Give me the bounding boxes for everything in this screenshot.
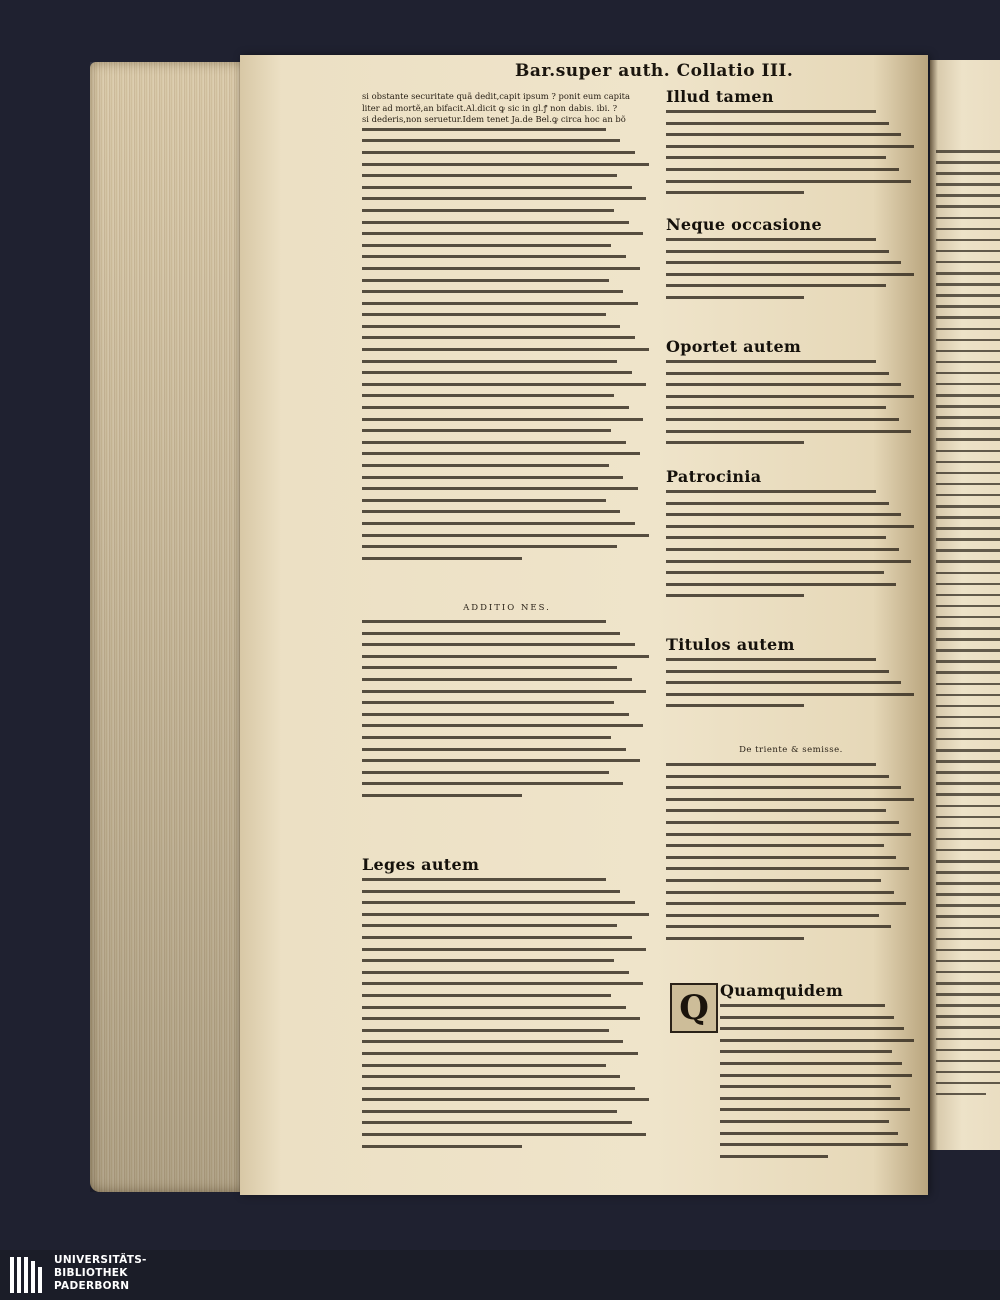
text-line-mark (666, 133, 901, 136)
text-line-mark (666, 658, 876, 661)
text-line-mark (362, 522, 635, 525)
right-column-text-block-3 (666, 360, 916, 444)
initial-letter: Q (679, 988, 709, 1028)
text-line-mark (666, 536, 886, 539)
text-line-mark (936, 982, 1000, 985)
text-line-mark (936, 716, 1000, 719)
text-line-mark (666, 583, 896, 586)
text-line-mark (936, 705, 1000, 708)
running-head: Bar.super auth. Collatio III. (515, 61, 794, 81)
text-line-mark (666, 296, 804, 299)
text-line-mark (936, 616, 1000, 619)
library-logo-text (54, 1254, 147, 1293)
text-line-mark (936, 971, 1000, 974)
text-line-mark (720, 1108, 910, 1111)
text-line-mark (936, 261, 1000, 264)
text-line-mark (362, 1098, 649, 1101)
text-line-mark (362, 690, 646, 693)
text-line-mark (936, 572, 1000, 575)
text-line-mark (362, 151, 635, 154)
text-line-mark (362, 325, 620, 328)
left-column-leges (362, 855, 652, 1156)
text-line-mark (936, 1071, 1000, 1074)
right-column-1 (666, 87, 916, 203)
text-line-mark (936, 405, 1000, 408)
book-page (240, 55, 928, 1195)
text-line-mark (362, 232, 643, 235)
text-line-mark (362, 197, 646, 200)
text-line-mark (666, 833, 911, 836)
text-line-mark (666, 261, 901, 264)
text-line-mark (936, 993, 1000, 996)
right-column-3 (666, 337, 916, 453)
text-line-mark (936, 228, 1000, 231)
text-line-mark (362, 736, 611, 739)
text-line-mark (666, 490, 876, 493)
text-line-mark (362, 643, 635, 646)
text-line-mark (936, 1004, 1000, 1007)
text-line-mark (362, 678, 632, 681)
text-line-mark (666, 914, 879, 917)
text-line-mark (362, 936, 632, 939)
text-line-mark (936, 150, 1000, 153)
text-line-mark (666, 856, 896, 859)
text-line-mark (362, 290, 623, 293)
text-line-mark (362, 336, 635, 339)
text-line-mark (936, 217, 1000, 220)
right-column-2 (666, 215, 916, 308)
text-line-mark (362, 1006, 626, 1009)
text-line-mark (936, 316, 1000, 319)
left-column-text-block-2 (362, 620, 652, 797)
left-column (362, 91, 652, 568)
text-line-mark (936, 516, 1000, 519)
text-line-mark (362, 510, 620, 513)
text-line-mark (720, 1074, 912, 1077)
text-line-mark (936, 782, 1000, 785)
right-column-5 (666, 635, 916, 716)
text-line-mark (936, 1026, 1000, 1029)
text-line-mark (362, 452, 640, 455)
text-line-mark (362, 383, 646, 386)
logo-line: UNIVERSITÄTS- (54, 1254, 147, 1266)
text-line-mark (936, 838, 1000, 841)
text-line-mark (936, 194, 1000, 197)
text-line-mark (936, 161, 1000, 164)
text-line-mark (362, 748, 626, 751)
text-line-mark (666, 809, 886, 812)
text-line-mark (936, 727, 1000, 730)
text-line-mark (362, 221, 629, 224)
text-line-mark (936, 461, 1000, 464)
text-line-mark (362, 557, 522, 560)
text-line-mark (362, 313, 606, 316)
footer-bar (0, 1250, 1000, 1300)
left-column-text-block-1 (362, 128, 652, 560)
text-line-mark (720, 1027, 904, 1030)
text-line-mark (720, 1050, 892, 1053)
text-line: si obstante securitate quã dedit,capit ipsum ? ponit eum capita (362, 91, 631, 101)
right-column-text-block-1 (666, 110, 916, 194)
text-line-mark (936, 882, 1000, 885)
text-line-mark (362, 1145, 522, 1148)
text-line-mark (666, 775, 889, 778)
right-column-text-block-4 (666, 490, 916, 597)
text-line-mark (720, 1120, 889, 1123)
text-line-mark (666, 418, 899, 421)
text-line-mark (362, 464, 609, 467)
rubric-quamquidem: Quamquidem (720, 981, 844, 1000)
text-line-mark (362, 499, 606, 502)
text-line-mark (362, 1052, 638, 1055)
text-line-mark (936, 483, 1000, 486)
text-line-mark (666, 681, 901, 684)
text-line-mark (362, 1110, 617, 1113)
text-line-mark (936, 938, 1000, 941)
subheading-de-triente: De triente & semisse. (739, 745, 843, 755)
rubric-patrocinia: Patrocinia (666, 467, 762, 486)
text-line-mark (936, 594, 1000, 597)
text-line-mark (362, 724, 643, 727)
text-line-mark (362, 139, 620, 142)
text-line-mark (936, 339, 1000, 342)
text-line-mark (936, 294, 1000, 297)
text-line-mark (362, 534, 649, 537)
text-line-mark (362, 655, 649, 658)
text-line-mark (362, 394, 614, 397)
text-line-mark (362, 913, 649, 916)
left-column-additio (362, 603, 652, 806)
text-line-mark (666, 238, 876, 241)
text-line-mark (362, 128, 606, 131)
text-line-mark (936, 583, 1000, 586)
text-line-mark (362, 371, 632, 374)
rubric-titulos-autem: Titulos autem (666, 635, 795, 654)
text-line-mark (362, 924, 617, 927)
text-line-mark (720, 1097, 900, 1100)
text-line-mark (936, 305, 1000, 308)
text-line-mark (666, 879, 881, 882)
text-line-mark (720, 1004, 885, 1007)
text-line-mark (666, 670, 889, 673)
text-line-mark (666, 110, 876, 113)
text-line-mark (936, 1038, 1000, 1041)
text-line-mark (720, 1085, 891, 1088)
right-column-6 (666, 745, 916, 949)
text-line-mark (936, 1093, 986, 1096)
text-line-mark (666, 821, 899, 824)
text-line-mark (362, 1133, 646, 1136)
text-line-mark (362, 360, 617, 363)
text-line-mark (362, 959, 614, 962)
text-line-mark (936, 627, 1000, 630)
text-line-mark (936, 1015, 1000, 1018)
text-line-mark (936, 172, 1000, 175)
text-line-mark (666, 902, 906, 905)
text-line: si dederis,non seruetur.Idem tenet Ja.de Bel.ꝙ circa hoc an bõ (362, 114, 626, 125)
text-line-mark (936, 893, 1000, 896)
text-line-mark (936, 394, 1000, 397)
text-line-mark (936, 438, 1000, 441)
text-line-mark (720, 1062, 902, 1065)
text-line-mark (720, 1143, 908, 1146)
text-line-mark (362, 348, 649, 351)
text-line-mark (936, 660, 1000, 663)
text-line-mark (720, 1155, 828, 1158)
rubric-leges-autem: Leges autem (362, 855, 480, 874)
text-line-mark (936, 1049, 1000, 1052)
text-line-mark (362, 429, 611, 432)
text-line-mark (362, 174, 617, 177)
text-line-mark (666, 704, 804, 707)
right-column-text-block-6 (666, 763, 916, 940)
text-line-mark (362, 476, 623, 479)
text-line-mark (936, 427, 1000, 430)
text-line-mark (936, 694, 1000, 697)
text-line-mark (666, 168, 899, 171)
text-line-mark (362, 971, 629, 974)
text-line-mark (362, 759, 640, 762)
text-line-mark (362, 713, 629, 716)
text-line-mark (666, 383, 901, 386)
text-line-mark (936, 283, 1000, 286)
library-logo-icon (8, 1255, 48, 1295)
text-line-mark (936, 605, 1000, 608)
text-line-mark (936, 416, 1000, 419)
text-line-mark (666, 191, 804, 194)
text-line-mark (936, 328, 1000, 331)
text-line-mark (362, 302, 638, 305)
text-line-mark (666, 145, 914, 148)
text-line-mark (936, 350, 1000, 353)
text-line: liter ad mortẽ,an bifacit.Al.dicit ꝙ sic in gl.ꝭ non dabis. ibi. ? (362, 102, 618, 113)
text-line-mark (362, 632, 620, 635)
text-line-mark (936, 927, 1000, 930)
right-column-text-block-5 (666, 658, 916, 707)
text-line-mark (666, 693, 914, 696)
rubric-oportet-autem: Oportet autem (666, 337, 802, 356)
text-line-mark (936, 771, 1000, 774)
text-line-mark (666, 441, 804, 444)
text-line-mark (936, 749, 1000, 752)
decorated-initial (670, 983, 718, 1033)
text-line-mark (936, 860, 1000, 863)
text-line-mark (362, 1017, 640, 1020)
text-line-mark (666, 594, 804, 597)
text-line-mark (362, 890, 620, 893)
text-line-mark (666, 156, 886, 159)
text-line-mark (720, 1039, 914, 1042)
text-line-mark (936, 472, 1000, 475)
text-line-mark (362, 901, 635, 904)
text-line-mark (362, 406, 629, 409)
text-line-mark (362, 441, 626, 444)
right-column-text-block-2 (666, 238, 916, 299)
text-line-mark (362, 255, 626, 258)
facing-page-text (936, 150, 1000, 1104)
text-line-mark (362, 771, 609, 774)
text-line-mark (666, 548, 899, 551)
text-line-mark (362, 1121, 632, 1124)
text-line-mark (362, 209, 614, 212)
text-line-mark (936, 383, 1000, 386)
text-line-mark (936, 560, 1000, 563)
text-line-mark (362, 982, 643, 985)
text-line-mark (362, 1087, 635, 1090)
text-line-mark (666, 273, 914, 276)
text-line-mark (666, 360, 876, 363)
text-line-mark (936, 250, 1000, 253)
right-column-7 (720, 981, 916, 1166)
text-line-mark (666, 763, 876, 766)
text-line-mark (362, 418, 643, 421)
text-line-mark (936, 527, 1000, 530)
text-line-mark (936, 183, 1000, 186)
text-line-mark (362, 163, 649, 166)
text-line-mark (936, 738, 1000, 741)
additio-heading: ADDITIO NES. (463, 603, 551, 613)
text-line-mark (936, 272, 1000, 275)
text-line-mark (362, 948, 646, 951)
text-line-mark (666, 867, 909, 870)
text-line-mark (362, 186, 632, 189)
text-line-mark (936, 1082, 1000, 1085)
text-line-mark (362, 1064, 606, 1067)
text-line-mark (362, 782, 623, 785)
text-line-mark (666, 937, 804, 940)
text-line-mark (362, 267, 640, 270)
text-line-mark (666, 180, 911, 183)
text-line-mark (666, 560, 911, 563)
text-line-mark (936, 450, 1000, 453)
text-line-mark (362, 994, 611, 997)
text-line-mark (936, 805, 1000, 808)
text-line-mark (936, 372, 1000, 375)
text-line-mark (936, 904, 1000, 907)
text-line-mark (362, 1040, 623, 1043)
text-line-mark (936, 816, 1000, 819)
text-line-mark (362, 666, 617, 669)
text-line-mark (362, 878, 606, 881)
text-line-mark (936, 638, 1000, 641)
text-line-mark (666, 571, 884, 574)
text-line-mark (936, 505, 1000, 508)
text-line-mark (936, 494, 1000, 497)
text-line-mark (936, 827, 1000, 830)
book-fore-edge (90, 62, 245, 1192)
text-line-mark (666, 844, 884, 847)
text-line-mark (936, 683, 1000, 686)
text-line-mark (936, 960, 1000, 963)
text-line-mark (666, 891, 894, 894)
logo-line: BIBLIOTHEK (54, 1267, 128, 1279)
text-line-mark (666, 430, 911, 433)
logo-line: PADERBORN (54, 1280, 130, 1292)
text-line-mark (666, 798, 914, 801)
text-line-mark (666, 372, 889, 375)
text-line-mark (362, 701, 614, 704)
text-line-mark (362, 1075, 620, 1078)
text-line-mark (666, 395, 914, 398)
text-line-mark (936, 239, 1000, 242)
text-line-mark (720, 1016, 894, 1019)
text-line-mark (362, 244, 611, 247)
text-line-mark (666, 122, 889, 125)
text-line-mark (936, 205, 1000, 208)
text-line-mark (936, 671, 1000, 674)
text-line-mark (720, 1132, 898, 1135)
text-line-mark (362, 279, 609, 282)
text-line-mark (666, 525, 914, 528)
text-line-mark (362, 794, 522, 797)
rubric-neque-occasione: Neque occasione (666, 215, 822, 234)
text-line-mark (666, 284, 886, 287)
text-line-mark (666, 925, 891, 928)
text-line-mark (666, 250, 889, 253)
text-line-mark (936, 793, 1000, 796)
text-line-mark (936, 538, 1000, 541)
text-line-mark (362, 545, 617, 548)
text-line-mark (362, 487, 638, 490)
text-line-mark (936, 949, 1000, 952)
rubric-illud-tamen: Illud tamen (666, 87, 774, 106)
right-column-text-block-7 (720, 1004, 916, 1158)
text-line-mark (936, 915, 1000, 918)
text-line-mark (936, 760, 1000, 763)
text-line-mark (362, 620, 606, 623)
text-line-mark (936, 549, 1000, 552)
text-line-mark (936, 361, 1000, 364)
text-line-mark (666, 406, 886, 409)
right-column-4 (666, 467, 916, 606)
facing-page-edge (930, 60, 1000, 1150)
text-line-mark (666, 786, 901, 789)
text-line-mark (936, 849, 1000, 852)
text-line-mark (666, 513, 901, 516)
left-column-text-block-3 (362, 878, 652, 1148)
text-line-mark (936, 649, 1000, 652)
text-line-mark (936, 871, 1000, 874)
text-line-mark (666, 502, 889, 505)
left-column-opening (362, 91, 652, 126)
text-line-mark (936, 1060, 1000, 1063)
text-line-mark (362, 1029, 609, 1032)
